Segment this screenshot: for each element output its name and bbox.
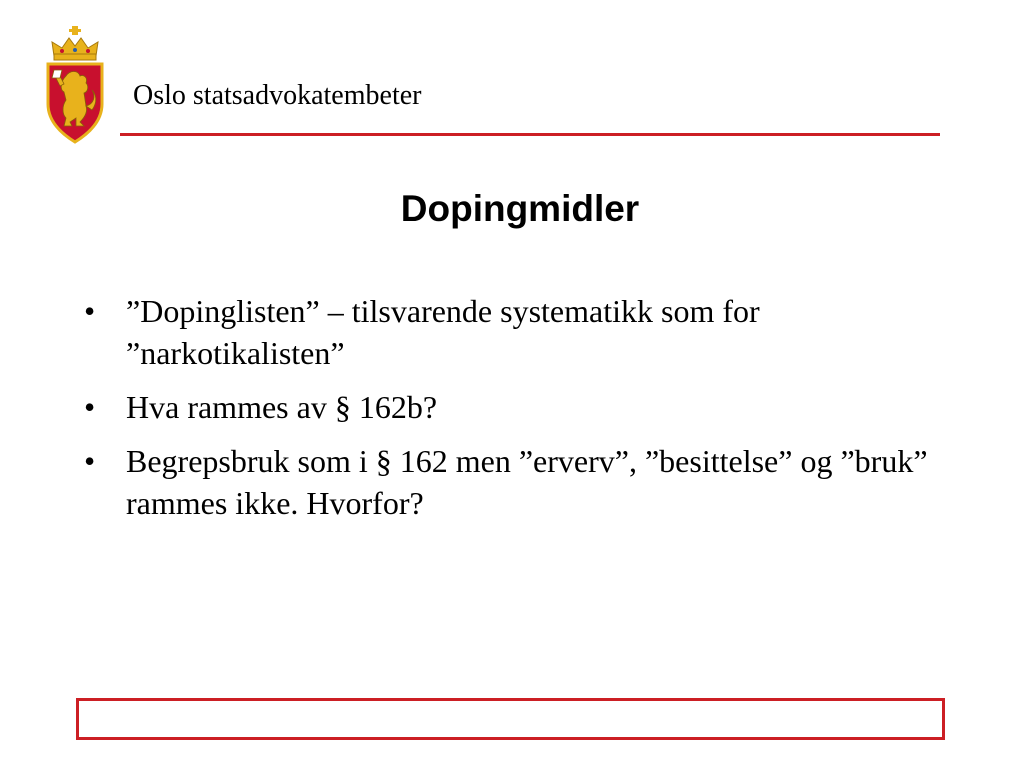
bullet-text: Begrepsbruk som i § 162 men ”erverv”, ”besittelse” og ”bruk” rammes ikke. Hvorfor? — [126, 443, 928, 521]
bullet-item — [84, 386, 944, 428]
bullet-item — [84, 440, 944, 524]
crown-icon — [52, 26, 98, 60]
bullet-icon: • — [84, 293, 96, 329]
slide-title: Dopingmidler — [400, 188, 640, 229]
bullet-text: ”Dopinglisten” – tilsvarende systematikk som for ”narkotikalisten” — [126, 293, 760, 371]
header-divider — [120, 133, 940, 136]
bullet-list — [84, 290, 944, 536]
norwegian-coat-of-arms-icon — [42, 26, 108, 144]
bullet-item — [84, 290, 944, 374]
footer-box — [76, 698, 945, 740]
bullet-text: Hva rammes av § 162b? — [126, 389, 438, 425]
bullet-icon: • — [84, 389, 96, 425]
bullet-icon: • — [84, 443, 96, 479]
organization-name: Oslo statsadvokatembeter — [133, 80, 422, 111]
